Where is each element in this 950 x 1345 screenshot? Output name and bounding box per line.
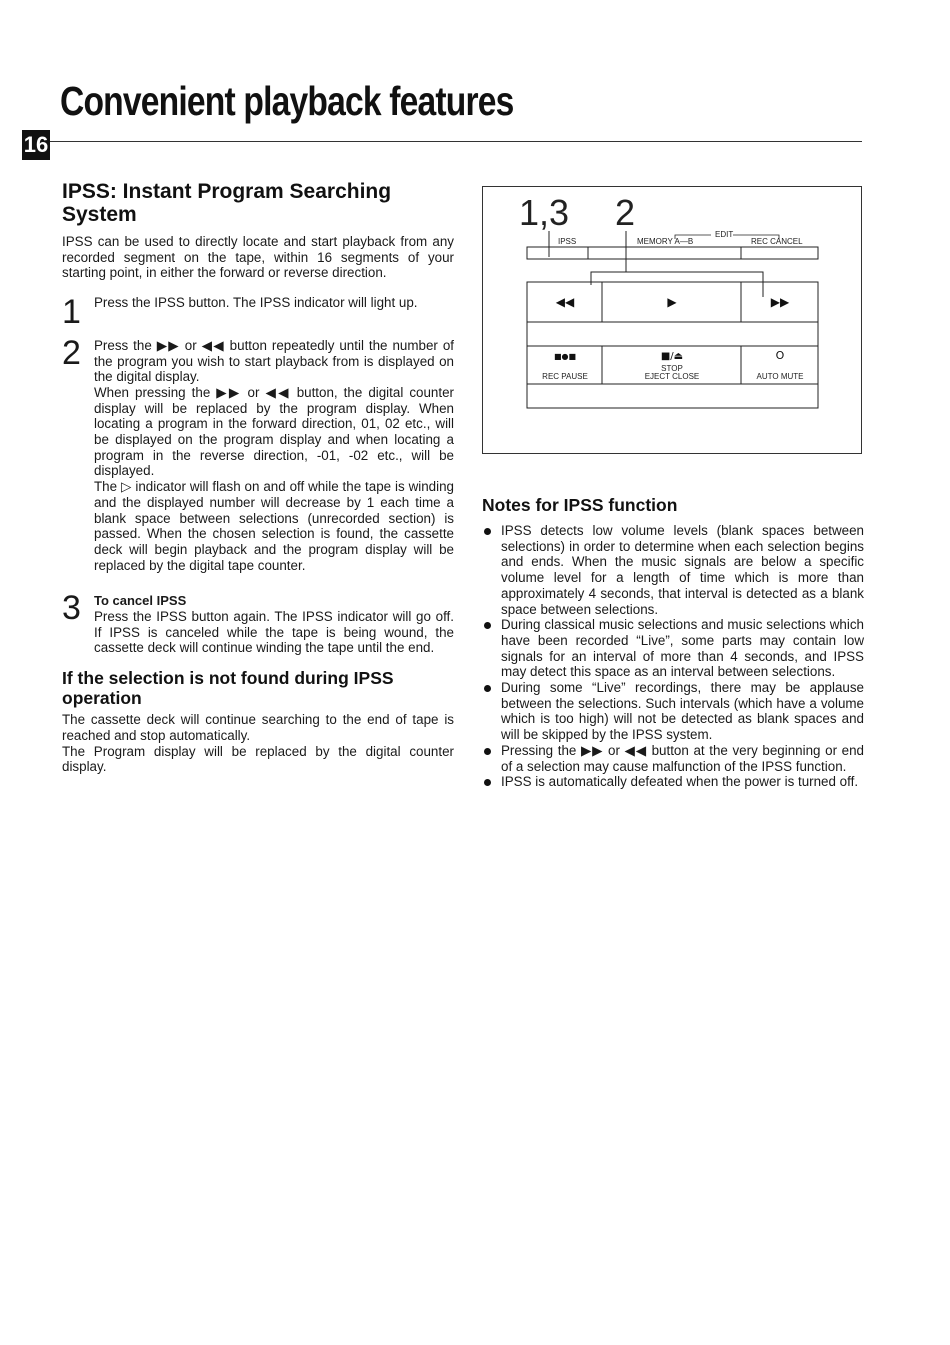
left-column (62, 180, 454, 775)
step-2-text: Press the ▶▶ or ◀◀ button repeatedly until the number of the program you wish to start playback from is displayed on the digital display. (94, 337, 454, 385)
play-symbol: ▶ (667, 295, 677, 309)
ipss-label: IPSS (558, 237, 577, 246)
notes-heading: Notes for IPSS function (482, 495, 678, 515)
step-1-text: Press the IPSS button. The IPSS indicator will light up. (94, 295, 418, 311)
note-item: Pressing the ▶▶ or ◀◀ button at the very beginning or end of a selection may cause malfunction of the IPSS function. (482, 743, 864, 774)
stop-eject-symbol: ■/⏏ (660, 351, 684, 362)
rec-pause-label: REC PAUSE (542, 372, 588, 381)
memory-label: MEMORY A—B (637, 237, 694, 246)
step-2-number: 2 (62, 333, 81, 372)
step-1 (62, 293, 454, 332)
not-found-text-1: The cassette deck will continue searching to the end of tape is reached and stop automatically. (62, 712, 454, 743)
step-1-number: 1 (62, 293, 81, 332)
right-column (482, 495, 864, 790)
stop-label: STOP (661, 364, 683, 373)
control-panel-diagram (482, 186, 862, 454)
auto-mute-symbol: O (775, 349, 785, 362)
step-3-number: 3 (62, 589, 81, 628)
step-3 (62, 589, 454, 656)
note-item: During classical music selections and music selections which have been recorded “Live”, some parts may contain low signals for an interval of more than 4 seconds, and IPSS may detect this space as an interval between selections. (482, 617, 864, 680)
rec-pause-symbol: ■●■ (553, 352, 577, 361)
step-3-title: To cancel IPSS (94, 593, 187, 609)
ipss-intro: IPSS can be used to directly locate and start playback from any recorded segment on the tape, within 16 segments of your starting point, in either the forward or reverse direction. (62, 234, 454, 281)
step-label-2: 2 (615, 192, 636, 233)
eject-close-label: EJECT CLOSE (644, 372, 700, 381)
notes-list (482, 523, 864, 790)
not-found-heading: If the selection is not found during IPSS operation (62, 668, 394, 709)
page-number-badge: 16 (22, 130, 50, 160)
step-label-1-3: 1,3 (519, 192, 570, 233)
edit-label: EDIT (715, 230, 734, 239)
control-panel-svg (483, 187, 861, 453)
note-item: IPSS detects low volume levels (blank spaces between selections) in order to determine when each selection begins and ends. When the music signals are below a specific volume level for a length of time which is more than approximately 4 seconds, that interval is detected as a blank space between selections. (482, 523, 864, 617)
ipss-heading: IPSS: Instant Program Searching System (62, 180, 392, 226)
step-2 (62, 333, 454, 574)
auto-mute-label: AUTO MUTE (756, 372, 804, 381)
rewind-symbol: ◀◀ (555, 295, 575, 309)
page-title: Convenient playback features (60, 78, 514, 124)
note-item: IPSS is automatically defeated when the power is turned off. (482, 774, 864, 790)
step-2-detail-1: When pressing the ▶▶ or ◀◀ button, the digital counter display will be replaced by the program display. When locating a program in the forward direction, 01, 02 etc., will be displayed on the program display and when locating a program in the reverse direction, -01, -02 etc., will be displayed. (94, 384, 454, 479)
rec-cancel-label: REC CANCEL (751, 237, 803, 246)
step-2-detail-2: The ▷ indicator will flash on and off while the tape is winding and the displayed number will decrease by 1 each time a blank space between selections (unrecorded section) is passed. When the chosen selection is found, the cassette deck will begin playback and the program display will be replaced by the digital tape counter. (94, 479, 454, 573)
step-3-text: Press the IPSS button again. The IPSS indicator will go off. If IPSS is canceled while the tape is being wound, the cassette deck will continue winding the tape until the end. (94, 609, 454, 656)
fast-forward-symbol: ▶▶ (770, 295, 790, 309)
title-rule (50, 141, 862, 142)
note-item: During some “Live” recordings, there may be applause between the selections. Such intervals (which have a volume which is too high) will not be detected as blank spaces and will be skipped by the IPSS system. (482, 680, 864, 743)
not-found-text-2: The Program display will be replaced by the digital counter display. (62, 743, 454, 775)
